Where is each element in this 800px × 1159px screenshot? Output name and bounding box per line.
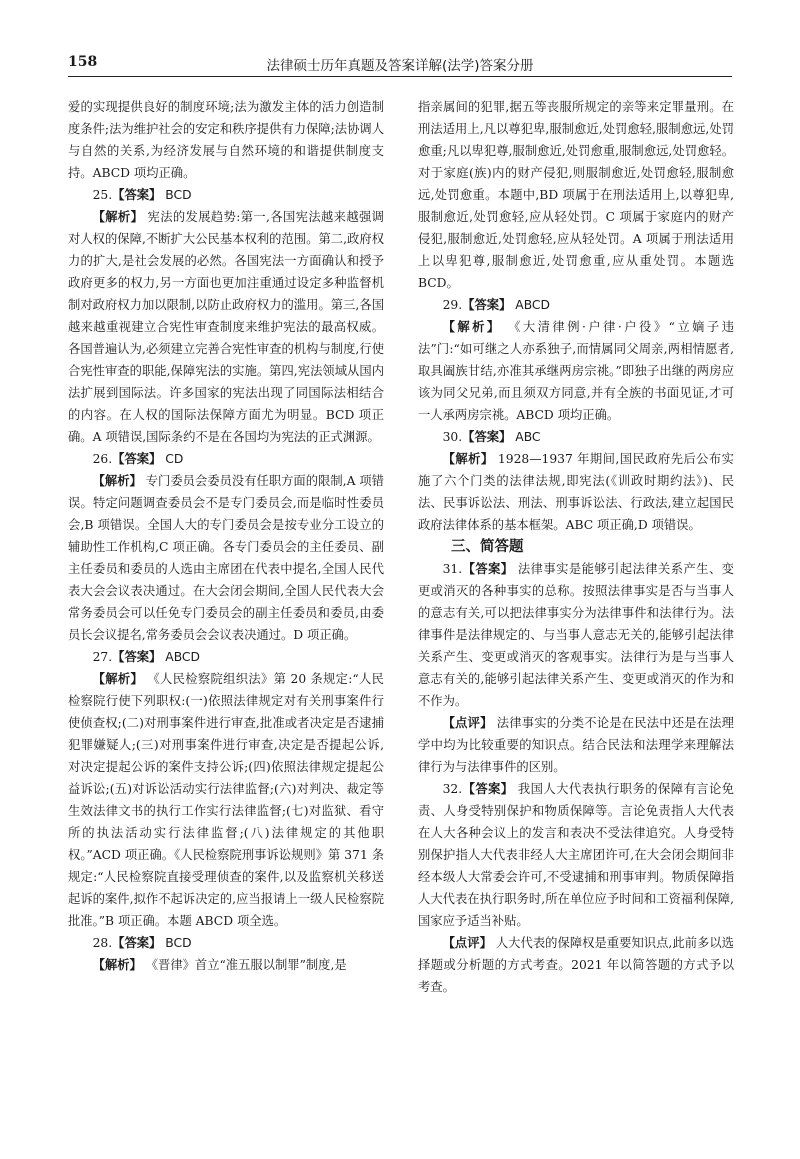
q32-answer-label: 【答案】 [462, 782, 514, 796]
left-column [68, 96, 384, 976]
q27-answer-line [68, 646, 384, 668]
q28-answer-line [68, 932, 384, 954]
page-number: 158 [68, 54, 98, 70]
q25-answer: BCD [165, 188, 192, 202]
q31-comment-text: 法律事实的分类不论是在民法中还是在法理学中均为比较重要的知识点。结合民法和法理学来理解法律行为与法律事件的区别。 [418, 716, 734, 774]
q26-answer-label: 【答案】 [112, 452, 162, 466]
q25-analysis-label: 【解析】 [92, 210, 144, 224]
q32-comment [418, 932, 734, 998]
q27-answer-label: 【答案】 [112, 650, 162, 664]
q28-analysis-continued: 指亲属间的犯罪,据五等丧服所规定的亲等来定罪量刑。在刑法适用上,凡以尊犯卑,服制愈近,处罚愈轻,服制愈远,处罚愈重;凡以卑犯尊,服制愈近,处罚愈重,服制愈远,处罚愈轻。对于家庭(族)内的财产侵犯,则服制愈近,处罚愈轻,服制愈远,处罚愈重。本题中,BD 项属于在刑法适用上,以尊犯卑,服制愈近,处罚愈轻,应从轻处罚。C 项属于家庭内的财产侵犯,服制愈近,处罚愈轻,应从轻处罚。A 项属于刑法适用上以卑犯尊,服制愈近,处罚愈重,应从重处罚。本题选 BCD。 [418, 100, 734, 290]
q25-analysis-text: 宪法的发展趋势:第一,各国宪法越来越强调对人权的保障,不断扩大公民基本权利的范围。第二,政府权力的扩大,是社会发展的必然。各国宪法一方面确认和授予政府更多的权力,另一方面也更加注重通过设定多种监督机制对政府权力加以限制,以防止政府权力的滥用。第三,各国越来越重视建立合宪性审查制度来维护宪法的最高权威。各国普遍认为,必须建立完善合宪性审查的机构与制度,行使合宪性审查的职能,保障宪法的实施。第四,宪法领域从国内法扩展到国际法。许多国家的宪法出现了同国际法相结合的内容。在人权的国际法保障方面尤为明显。BCD 项正确。A 项错误,国际条约不是在各国均为宪法的正式渊源。 [68, 210, 384, 444]
q26-analysis [68, 470, 384, 646]
q30-number: 30. [442, 430, 463, 444]
q32-comment-text: 人大代表的保障权是重要知识点,此前多以选择题或分析题的方式考查。2021 年以简答题的方式予以考查。 [418, 936, 734, 994]
q25-analysis [68, 206, 384, 448]
q26-analysis-text: 专门委员会委员没有任职方面的限制,A 项错误。特定问题调查委员会不是专门委员会,而是临时性委员会,B 项错误。全国人大的专门委员会是按专业分工设立的辅助性工作机构,C 项正确。各专门委员会的主任委员、副主任委员和委员的人选由主席团在代表中提名,全国人民代表大会会议表决通过。在大会闭会期间,全国人民代表大会常务委员会可以任免专门委员会的副主任委员和委员,由委员长会议提名,常务委员会会议表决通过。D 项正确。 [68, 474, 384, 642]
running-title: 法律硕士历年真题及答案详解(法学)答案分册 [266, 58, 534, 74]
q32-answer [418, 778, 734, 932]
q31-comment [418, 712, 734, 778]
q29-answer-label: 【答案】 [462, 298, 512, 312]
q29-analysis [418, 316, 734, 426]
q32-answer-text: 我国人大代表执行职务的保障有言论免责、人身受特别保护和物质保障等。言论免责指人大代表在人大各种会议上的发言和表决不受法律追究。人身受特别保护指人大代表非经人大主席团许可,在大会闭会期间非经本级人大常委会许可,不受逮捕和刑事审判。物质保障指人大代表在执行职务时,所在单位应予时间和工资福利保障,国家应予适当补贴。 [418, 782, 734, 928]
q32-comment-label: 【点评】 [442, 936, 492, 950]
q25-number: 25. [92, 188, 113, 202]
q28-analysis-text: 《晋律》首立“准五服以制罪”制度,是 [145, 958, 347, 972]
q29-answer-line [418, 294, 734, 316]
q29-answer: ABCD [515, 298, 550, 312]
q30-answer-line [418, 426, 734, 448]
q27-number: 27. [92, 650, 113, 664]
q26-analysis-label: 【解析】 [92, 474, 142, 488]
q28-number: 28. [92, 936, 113, 950]
q30-analysis [418, 448, 734, 536]
q31-number: 31. [442, 562, 463, 576]
q31-answer-label: 【答案】 [462, 562, 514, 576]
q29-analysis-label: 【解析】 [442, 320, 502, 334]
page-header [68, 44, 732, 76]
q30-analysis-text: 1928—1937 年期间,国民政府先后公布实施了六个门类的法律法规,即宪法(《训政时期约法》)、民法、民事诉讼法、刑法、刑事诉讼法、行政法,建立起国民政府法律体系的基本框架。ABC 项正确,D 项错误。 [418, 452, 734, 532]
q28-analysis-label: 【解析】 [92, 958, 142, 972]
q27-analysis [68, 668, 384, 932]
q28-answer-label: 【答案】 [112, 936, 162, 950]
q27-analysis-text: 《人民检察院组织法》第 20 条规定:“人民检察院行使下列职权:(一)依照法律规定对有关刑事案件行使侦查权;(二)对刑事案件进行审查,批准或者决定是否逮捕犯罪嫌疑人;(三)对刑事案件进行审查,决定是否提起公诉,对决定提起公诉的案件支持公诉;(四)依照法律规定提起公益诉讼;(五)对诉讼活动实行法律监督;(六)对判决、裁定等生效法律文书的执行工作实行法律监督;(七)对监狱、看守所的执法活动实行法律监督;(八)法律规定的其他职权。”ACD 项正确。《人民检察院刑事诉讼规则》第 371 条规定:“人民检察院直接受理侦查的案件,以及监察机关移送起诉的案件,拟作不起诉决定的,应当报请上一级人民检察院批准。”B 项正确。本题 ABCD 项全选。 [68, 672, 384, 928]
q29-analysis-text: 《大清律例·户律·户役》“立嫡子违法”门:“如可继之人亦系独子,而情属同父周亲,两相情愿者,取具阖族甘结,亦准其承继两房宗祧。”即独子出继的两房应该为同父兄弟,而且须双方同意,并有全族的书面见证,才可一人承两房宗祧。ABCD 项均正确。 [418, 320, 734, 422]
q26-answer-line [68, 448, 384, 470]
intro-paragraph: 爱的实现提供良好的制度环境;法为激发主体的活力创造制度条件;法为维护社会的安定和秩序提供有力保障;法协调人与自然的关系,为经济发展与自然环境的和谐提供制度支持。ABCD 项均正确。 [68, 100, 384, 180]
q29-number: 29. [442, 298, 463, 312]
q31-comment-label: 【点评】 [442, 716, 493, 730]
q32-number: 32. [442, 782, 463, 796]
q30-answer: ABC [515, 430, 541, 444]
right-column [418, 96, 734, 998]
q26-number: 26. [92, 452, 113, 466]
q30-analysis-label: 【解析】 [442, 452, 494, 466]
q31-answer [418, 558, 734, 712]
q28-analysis [68, 954, 384, 976]
q27-answer: ABCD [165, 650, 200, 664]
q26-answer: CD [165, 452, 184, 466]
section-title: 三、简答题 [451, 539, 524, 555]
q25-answer-line [68, 184, 384, 206]
q30-answer-label: 【答案】 [462, 430, 512, 444]
q25-answer-label: 【答案】 [112, 188, 162, 202]
q27-analysis-label: 【解析】 [92, 672, 144, 686]
q31-answer-text: 法律事实是能够引起法律关系产生、变更或消灭的各种事实的总称。按照法律事实是否与当事人的意志有关,可以把法律事实分为法律事件和法律行为。法律事件是法律规定的、与当事人意志无关的,能够引起法律关系产生、变更或消灭的客观事实。法律行为是与当事人意志有关的,能够引起法律关系产生、变更或消灭的作为和不作为。 [418, 562, 734, 708]
header-rule [68, 76, 732, 77]
q28-answer: BCD [165, 936, 192, 950]
